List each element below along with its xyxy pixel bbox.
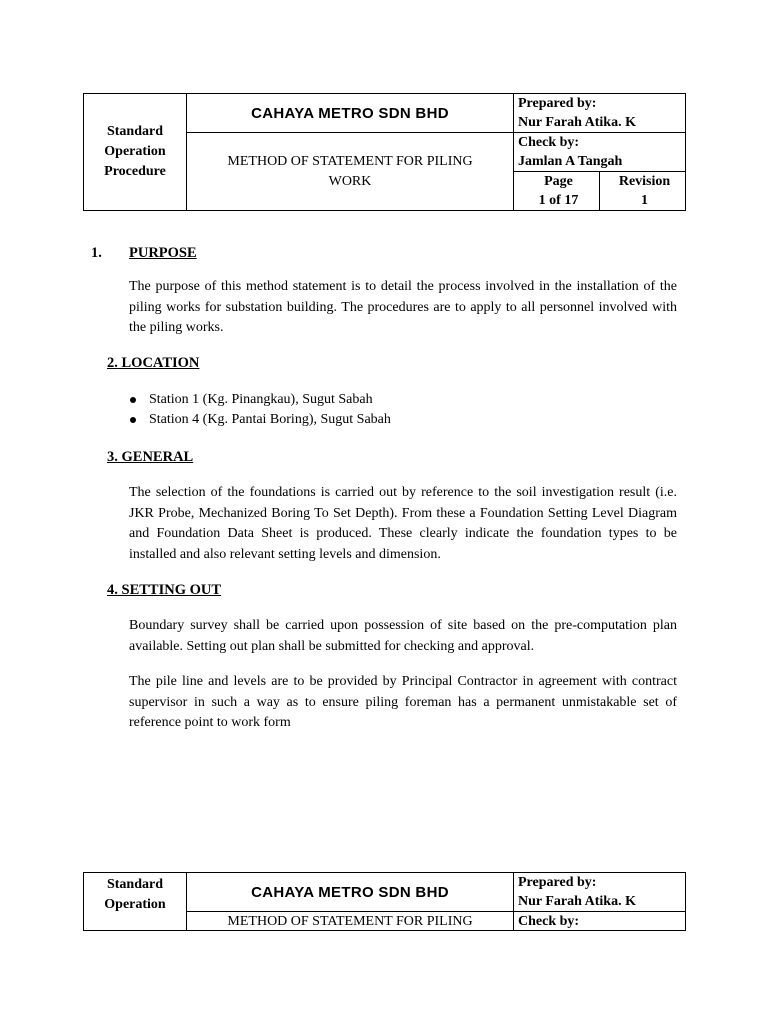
- section-title: PURPOSE: [129, 245, 197, 261]
- prepared-by-label: Prepared by:: [518, 96, 597, 111]
- sop-line-2: Operation: [104, 144, 166, 159]
- section-title: GENERAL: [121, 449, 194, 465]
- check-by-label: Check by:: [518, 913, 580, 929]
- text-line: The purpose of this method statement is to detail the process involved in the installation of: [129, 279, 656, 294]
- page-label: Page: [544, 174, 573, 189]
- prepared-by-name: Nur Farah Atika. K: [518, 894, 636, 909]
- text-line: (i.e. JKR Probe, Mechanized Boring To Set Depth). From these a Foundation Setting: [129, 485, 678, 521]
- method-title-cell: [187, 133, 514, 211]
- revision-cell: [600, 172, 686, 211]
- section-setting-out-heading: [107, 582, 221, 599]
- method-title-line-1: METHOD OF STATEMENT FOR PILING: [227, 913, 473, 929]
- company-name: CAHAYA METRO SDN BHD: [187, 94, 514, 133]
- check-by-label: Check by:: [518, 135, 580, 150]
- setting-out-paragraph-1: [129, 616, 677, 657]
- text-line: Level Diagram and Foundation Data Sheet is produced. These clearly indicate the: [129, 505, 677, 541]
- check-by-cell: [514, 133, 686, 172]
- location-list: [129, 390, 391, 430]
- check-by-name: Jamlan A Tangah: [518, 154, 623, 169]
- section-purpose-heading: [91, 245, 197, 262]
- text-line: foundation types to be installed and also relevant setting levels and dimension.: [129, 526, 678, 562]
- sop-line-2: Operation: [104, 897, 166, 912]
- method-title-cell: [187, 912, 514, 931]
- text-line: unmistakable set of reference point to work form: [129, 694, 677, 730]
- text-line: involved with the piling works.: [129, 299, 678, 335]
- prepared-by-cell: [514, 94, 686, 133]
- section-title: SETTING OUT: [121, 582, 222, 598]
- next-page-header-table: [83, 872, 686, 931]
- bullet-icon: [130, 397, 136, 403]
- sop-line-1: Standard: [106, 877, 164, 892]
- page-cell: [514, 172, 600, 211]
- general-paragraph: [129, 483, 677, 565]
- list-item-text: Station 1 (Kg. Pinangkau), Sugut Sabah: [149, 392, 373, 407]
- list-item: [129, 390, 391, 410]
- section-title: LOCATION: [121, 355, 200, 371]
- prepared-by-cell: [514, 873, 686, 912]
- purpose-paragraph: [129, 277, 677, 339]
- prepared-by-name: Nur Farah Atika. K: [518, 115, 636, 130]
- revision-value: 1: [641, 193, 648, 208]
- section-general-heading: [107, 449, 193, 466]
- page-value: 1 of 17: [538, 193, 579, 208]
- method-title-line-2: WORK: [328, 173, 372, 189]
- document-header-table: [83, 93, 686, 211]
- sop-line-3: Procedure: [104, 164, 166, 179]
- text-line: Boundary survey shall be carried upon possession of site based on the pre-computation: [129, 618, 647, 633]
- list-item-text: Station 4 (Kg. Pantai Boring), Sugut Sabah: [149, 412, 391, 427]
- bullet-icon: [130, 417, 136, 423]
- section-number: 3.: [107, 449, 118, 465]
- sop-cell: [84, 94, 187, 211]
- method-title-line-1: METHOD OF STATEMENT FOR PILING: [227, 153, 473, 169]
- sop-line-1: Standard: [106, 124, 164, 139]
- setting-out-paragraph-2: [129, 672, 677, 734]
- sop-cell: [84, 873, 187, 931]
- text-line: contract supervisor in such a way as to ensure piling foreman has a permanent: [129, 674, 677, 710]
- text-line: plan available. Setting out plan shall be submitted for checking and approval.: [129, 618, 677, 654]
- text-line: the piling works for substation building. The procedures are to apply to all personnel: [129, 279, 677, 315]
- check-by-cell: [514, 912, 686, 931]
- section-location-heading: [107, 355, 199, 372]
- text-line: The pile line and levels are to be provided by Principal Contractor in agreement with: [129, 674, 627, 689]
- company-name: CAHAYA METRO SDN BHD: [187, 873, 514, 912]
- section-number: 2.: [107, 355, 118, 371]
- text-line: The selection of the foundations is carried out by reference to the soil investigation result: [129, 485, 651, 500]
- section-number: 1.: [91, 245, 102, 261]
- revision-label: Revision: [618, 174, 671, 189]
- list-item: [129, 410, 391, 430]
- prepared-by-label: Prepared by:: [518, 875, 597, 890]
- section-number: 4.: [107, 582, 118, 598]
